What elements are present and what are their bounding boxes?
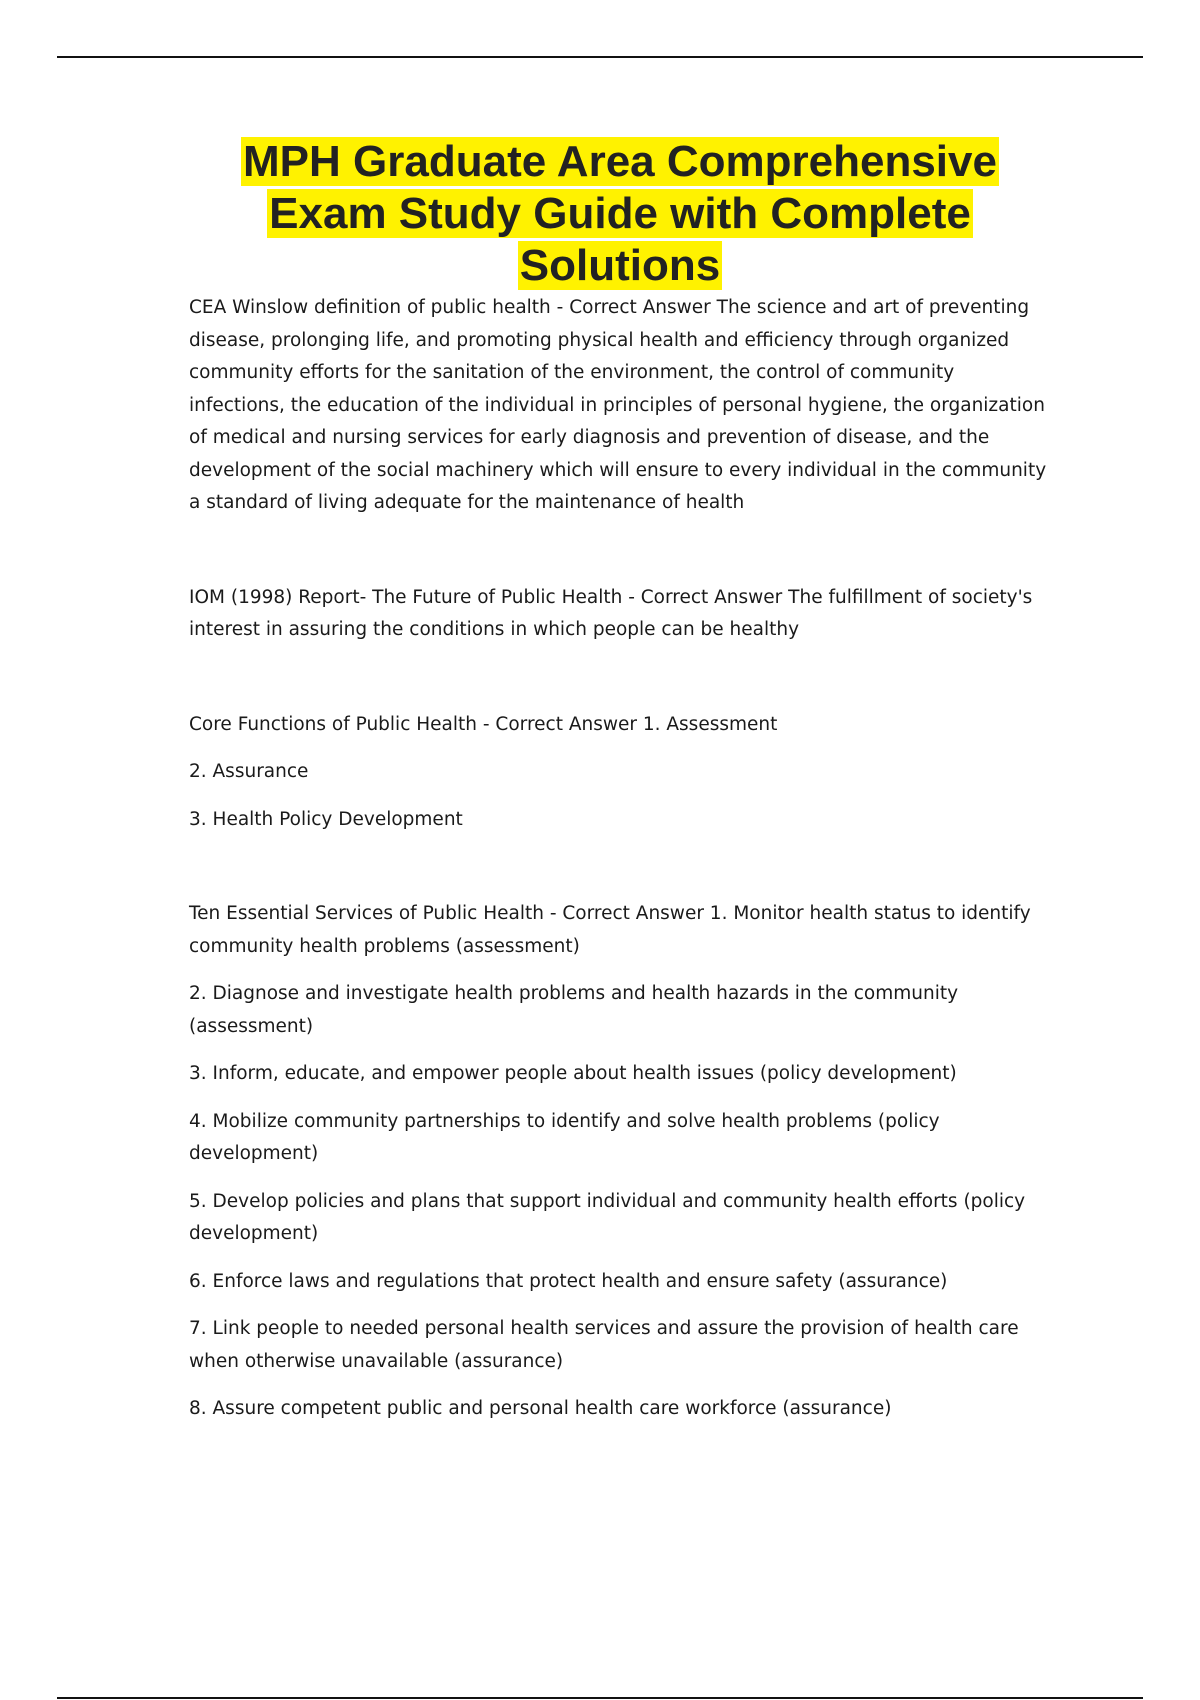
top-divider <box>57 56 1143 58</box>
list-item: 4. Mobilize community partnerships to identify and solve health problems (policy development) <box>189 1110 940 1164</box>
entry-text: Ten Essential Services of Public Health - Correct Answer 1. Monitor health status to identify community health problems (assessment) <box>189 903 1031 957</box>
list-item: 7. Link people to needed personal health services and assure the provision of health care when otherwise unavailable (assurance) <box>189 1318 1019 1372</box>
list-item: 5. Develop policies and plans that support individual and community health efforts (policy development) <box>189 1190 1026 1244</box>
entry-text: Core Functions of Public Health - Correct Answer 1. Assessment <box>189 713 778 735</box>
list-item: 3. Health Policy Development <box>189 808 463 830</box>
document-title <box>180 136 1060 292</box>
bottom-divider <box>57 1697 1143 1699</box>
list-item: 6. Enforce laws and regulations that protect health and ensure safety (assurance) <box>189 1270 948 1292</box>
document-body <box>189 292 1049 1488</box>
list-item: 2. Assurance <box>189 761 309 782</box>
list-item: 3. Inform, educate, and empower people about health issues (policy development) <box>189 1063 957 1084</box>
title-highlight: MPH Graduate Area Comprehensive Exam Study Guide with Complete Solutions <box>243 137 997 290</box>
entry-core-functions <box>189 709 1049 837</box>
document-title-block <box>180 136 1060 292</box>
entry-iom-report <box>189 582 1049 647</box>
list-item: 8. Assure competent public and personal health care workforce (assurance) <box>189 1398 892 1419</box>
entry-text: CEA Winslow definition of public health - Correct Answer The science and art of preventing disease, prolonging life, and promoting physical health and efficiency through organized community efforts for the sanitation of the environment, the control of community infections, the education of the individual in principles of personal hygiene, the organization of medical and nursing services for early diagnosis and prevention of disease, and the development of the social machinery which will ensure to every individual in the community a standard of living adequate for the maintenance of health <box>189 297 1047 513</box>
list-item: 2. Diagnose and investigate health problems and health hazards in the community (assessment) <box>189 983 959 1037</box>
entry-ten-essential-services <box>189 898 1049 1426</box>
entry-winslow-definition <box>189 292 1049 520</box>
entry-text: IOM (1998) Report- The Future of Public Health - Correct Answer The fulfillment of society's interest in assuring the conditions in which people can be healthy <box>189 586 1033 640</box>
